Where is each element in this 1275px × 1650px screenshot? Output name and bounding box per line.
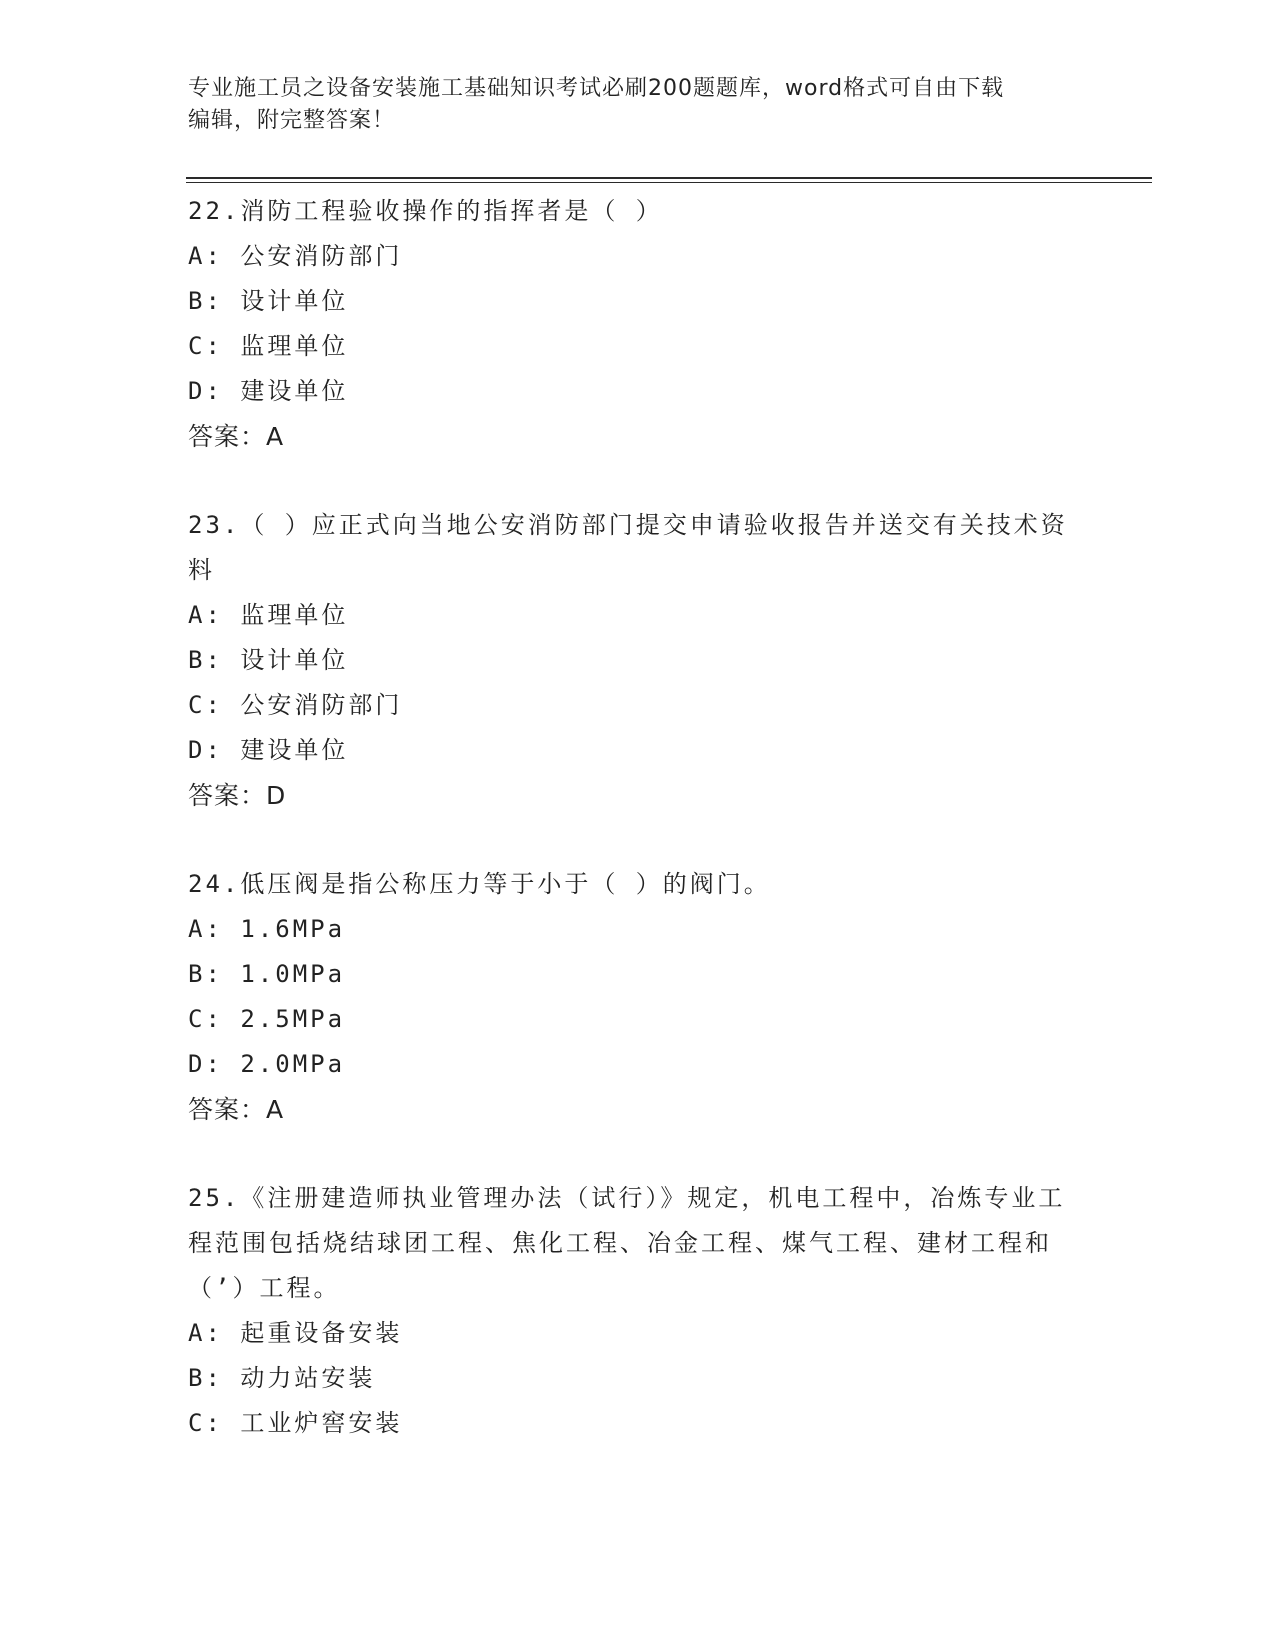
- header-line-1: 专业施工员之设备安装施工基础知识考试必刷200题题库，word格式可自由下载: [188, 76, 1005, 101]
- question-25: [188, 1176, 1068, 1446]
- document-header: [188, 73, 1078, 137]
- option-a: A: 公安消防部门: [188, 242, 403, 270]
- option-d: D: 2.0MPa: [188, 1050, 346, 1078]
- option-c: C: 公安消防部门: [188, 691, 403, 719]
- question-stem: 24.低压阀是指公称压力等于小于（ ）的阀门。: [188, 870, 771, 898]
- header-line-2: 编辑，附完整答案！: [188, 108, 396, 133]
- question-24: [188, 862, 1068, 1132]
- answer: 答案：A: [188, 1095, 285, 1124]
- question-23: [188, 503, 1068, 818]
- question-22: [188, 189, 1068, 459]
- option-d: D: 建设单位: [188, 736, 349, 764]
- option-a: A: 1.6MPa: [188, 915, 346, 943]
- question-list: [188, 189, 1068, 1490]
- answer: 答案：A: [188, 422, 285, 451]
- option-a: A: 监理单位: [188, 601, 349, 629]
- option-b: B: 动力站安装: [188, 1364, 376, 1392]
- question-stem: 25.《注册建造师执业管理办法（试行）》规定，机电工程中，冶炼专业工程范围包括烧结球团工程、焦化工程、冶金工程、煤气工程、建材工程和（’）工程。: [188, 1184, 1066, 1302]
- question-stem: 22.消防工程验收操作的指挥者是（ ）: [188, 197, 663, 225]
- option-c: C: 监理单位: [188, 332, 349, 360]
- option-c: C: 2.5MPa: [188, 1005, 346, 1033]
- answer: 答案：D: [188, 781, 287, 810]
- option-b: B: 设计单位: [188, 646, 349, 674]
- option-b: B: 设计单位: [188, 287, 349, 315]
- header-divider-thin: [186, 182, 1152, 183]
- option-d: D: 建设单位: [188, 377, 349, 405]
- header-divider-thick: [186, 177, 1152, 179]
- question-stem: 23.（ ）应正式向当地公安消防部门提交申请验收报告并送交有关技术资料: [188, 511, 1068, 584]
- option-b: B: 1.0MPa: [188, 960, 346, 988]
- option-c: C: 工业炉窖安装: [188, 1409, 403, 1437]
- option-a: A: 起重设备安装: [188, 1319, 403, 1347]
